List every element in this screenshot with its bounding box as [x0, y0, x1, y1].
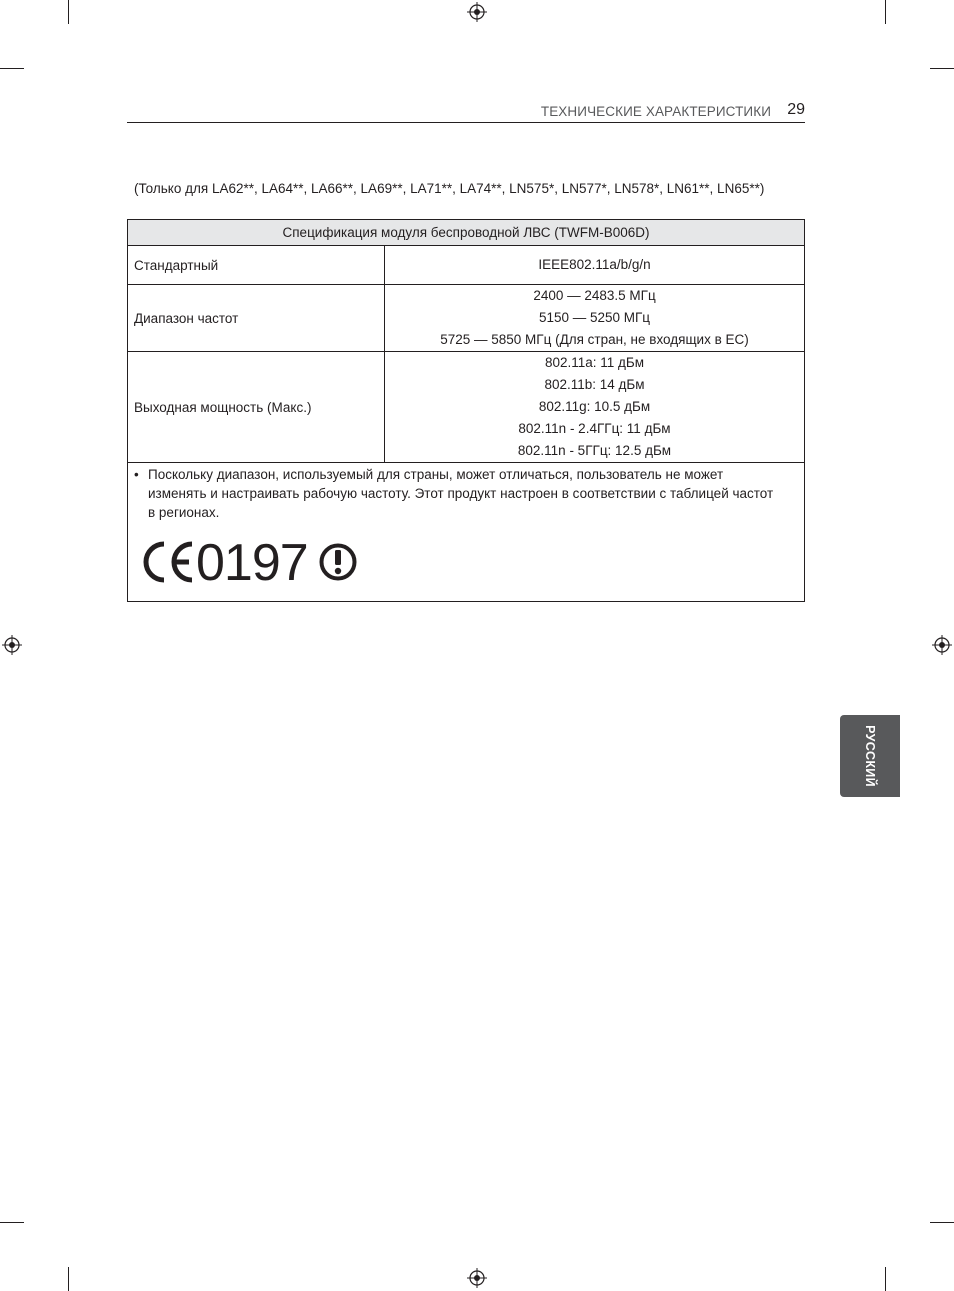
- section-title: ТЕХНИЧЕСКИЕ ХАРАКТЕРИСТИКИ: [540, 104, 771, 119]
- row-value: 802.11a: 11 дБм: [544, 355, 645, 370]
- table-row: [128, 352, 805, 463]
- crop-mark: [930, 68, 954, 69]
- table-caption: Спецификация модуля беспроводной ЛВС (TWFM-B006D): [128, 220, 805, 246]
- ce-mark-icon: [146, 544, 192, 580]
- row-value: 5725 — 5850 МГц (Для стран, не входящих в ЕС): [440, 332, 749, 347]
- crop-mark: [885, 0, 886, 24]
- table-row: [128, 285, 805, 352]
- crosshair-circle-icon: [467, 1268, 487, 1288]
- running-head: [127, 98, 805, 123]
- language-tab[interactable]: [840, 715, 900, 797]
- row-label: Выходная мощность (Макс.): [128, 352, 385, 463]
- bullet: •: [134, 467, 139, 482]
- row-value: 802.11b: 14 дБм: [544, 377, 645, 392]
- crop-mark: [68, 0, 69, 24]
- alert-circle-icon: [322, 546, 355, 579]
- row-value: 802.11n - 5ГГц: 12.5 дБм: [517, 443, 672, 458]
- row-value: 802.11n - 2.4ГГц: 11 дБм: [518, 421, 671, 436]
- cert-number: 0197: [196, 536, 308, 588]
- page-number: 29: [787, 101, 805, 118]
- crosshair-circle-icon: [932, 635, 952, 655]
- models-note: (Только для LA62**, LA64**, LA66**, LA69**, LA71**, LA74**, LN575*, LN577*, LN578*, LN61**, LN65**): [134, 181, 765, 196]
- frequency-note: [128, 463, 804, 522]
- crop-mark: [885, 1267, 886, 1291]
- crosshair-circle-icon: [2, 635, 22, 655]
- note-cell: [128, 463, 805, 602]
- row-values: [385, 352, 805, 463]
- table-row: [128, 463, 805, 602]
- row-label: Диапазон частот: [128, 285, 385, 352]
- crosshair-circle-icon: [467, 2, 487, 22]
- wireless-spec-table: [127, 219, 805, 602]
- crop-mark: [0, 68, 24, 69]
- row-value: 5150 — 5250 МГц: [538, 310, 651, 325]
- row-label: Стандартный: [128, 246, 385, 285]
- ce-certification-mark: [136, 536, 366, 588]
- crop-mark: [0, 1222, 24, 1223]
- crop-mark: [68, 1267, 69, 1291]
- language-tab-label: РУССКИЙ: [863, 725, 877, 787]
- row-values: [385, 285, 805, 352]
- note-text: Поскольку диапазон, используемый для страны, может отличаться, пользователь не может изменять и настраивать рабочую частоту. Этот продукт настроен в соответствии с таблицей частот в регионах.: [148, 467, 774, 520]
- row-values: [385, 246, 805, 285]
- crop-mark: [930, 1222, 954, 1223]
- table-row: [128, 246, 805, 285]
- row-value: 2400 — 2483.5 МГц: [533, 288, 656, 303]
- row-value: IEEE802.11a/b/g/n: [538, 257, 651, 272]
- row-value: 802.11g: 10.5 дБм: [538, 399, 651, 414]
